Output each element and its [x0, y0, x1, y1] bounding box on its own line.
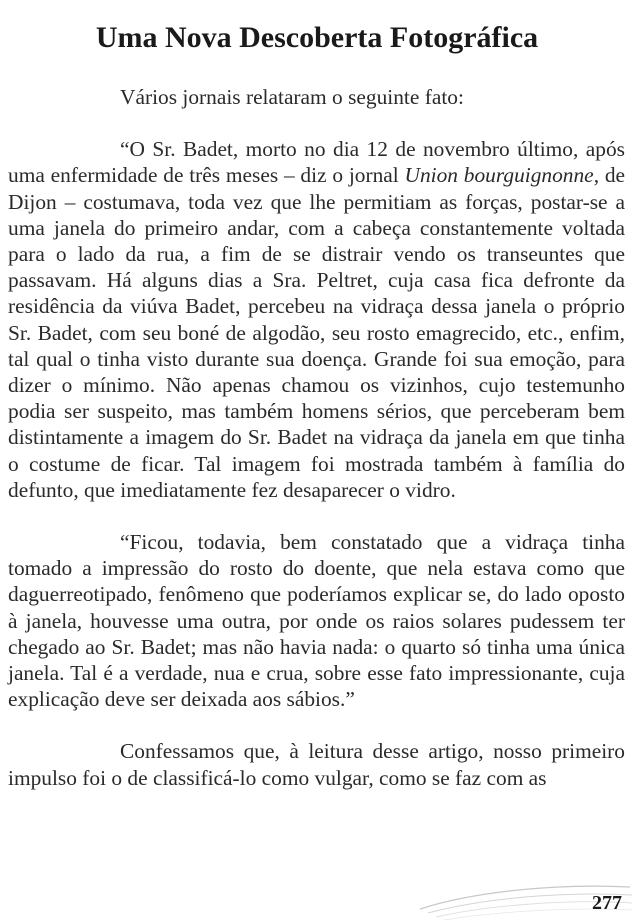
- quote-1-start: “O Sr. Badet, morto no dia 12 de novembro último, após uma enfermidade de três meses – diz o jornal: [8, 137, 625, 188]
- chapter-title: Uma Nova Descoberta Fotográfica: [95, 21, 539, 54]
- paragraph-intro: Vários jornais relataram o seguinte fato:: [120, 85, 464, 109]
- newspaper-name: Union bourguignonne: [404, 163, 594, 188]
- body-text: [8, 84, 625, 791]
- page-number: 277: [592, 892, 622, 914]
- paragraph-commentary: Confessamos que, à leitura desse artigo, nosso primeiro impulso foi o de classificá-lo como vulgar, como se faz com as: [8, 739, 625, 790]
- paragraph-quote-2: “Ficou, todavia, bem constatado que a vidraça tinha tomado a impressão do rosto do doente, que nela estava como que daguerreotipado, fenômeno que poderíamos explicar se, do lado oposto à janela, houvesse uma outra, por onde os raios solares pudessem ter chegado ao Sr. Badet; mas não havia nada: o quarto só tinha uma única janela. Tal é a verdade, nua e crua, sobre esse fato impressionante, cuja explicação deve ser deixada aos sábios.”: [8, 530, 625, 712]
- quote-1-end: , de Dijon – costumava, toda vez que lhe permitiam as forças, postar-se a uma janela do primeiro andar, com a cabeça constantemente voltada para o lado da rua, a fim de se distrair vendo os transeuntes que passavam. Há alguns dias a Sra. Peltret, cuja casa fica defronte da residência da viúva Badet, percebeu na vidraça dessa janela o próprio Sr. Badet, com seu boné de algodão, seu rosto emagrecido, etc., enfim, tal qual o tinha visto durante sua doença. Grande foi sua emoção, para dizer o mínimo. Não apenas chamou os vizinhos, cujo testemunho podia ser suspeito, mas também homens sérios, que perceberam bem distintamente a imagem do Sr. Badet na vidraça da janela em que tinha o costume de ficar. Tal imagem foi mostrada também à família do defunto, que imediatamente fez desaparecer o vidro.: [8, 163, 626, 502]
- page-footer: [0, 873, 634, 923]
- paragraph-quote-1: [8, 136, 625, 503]
